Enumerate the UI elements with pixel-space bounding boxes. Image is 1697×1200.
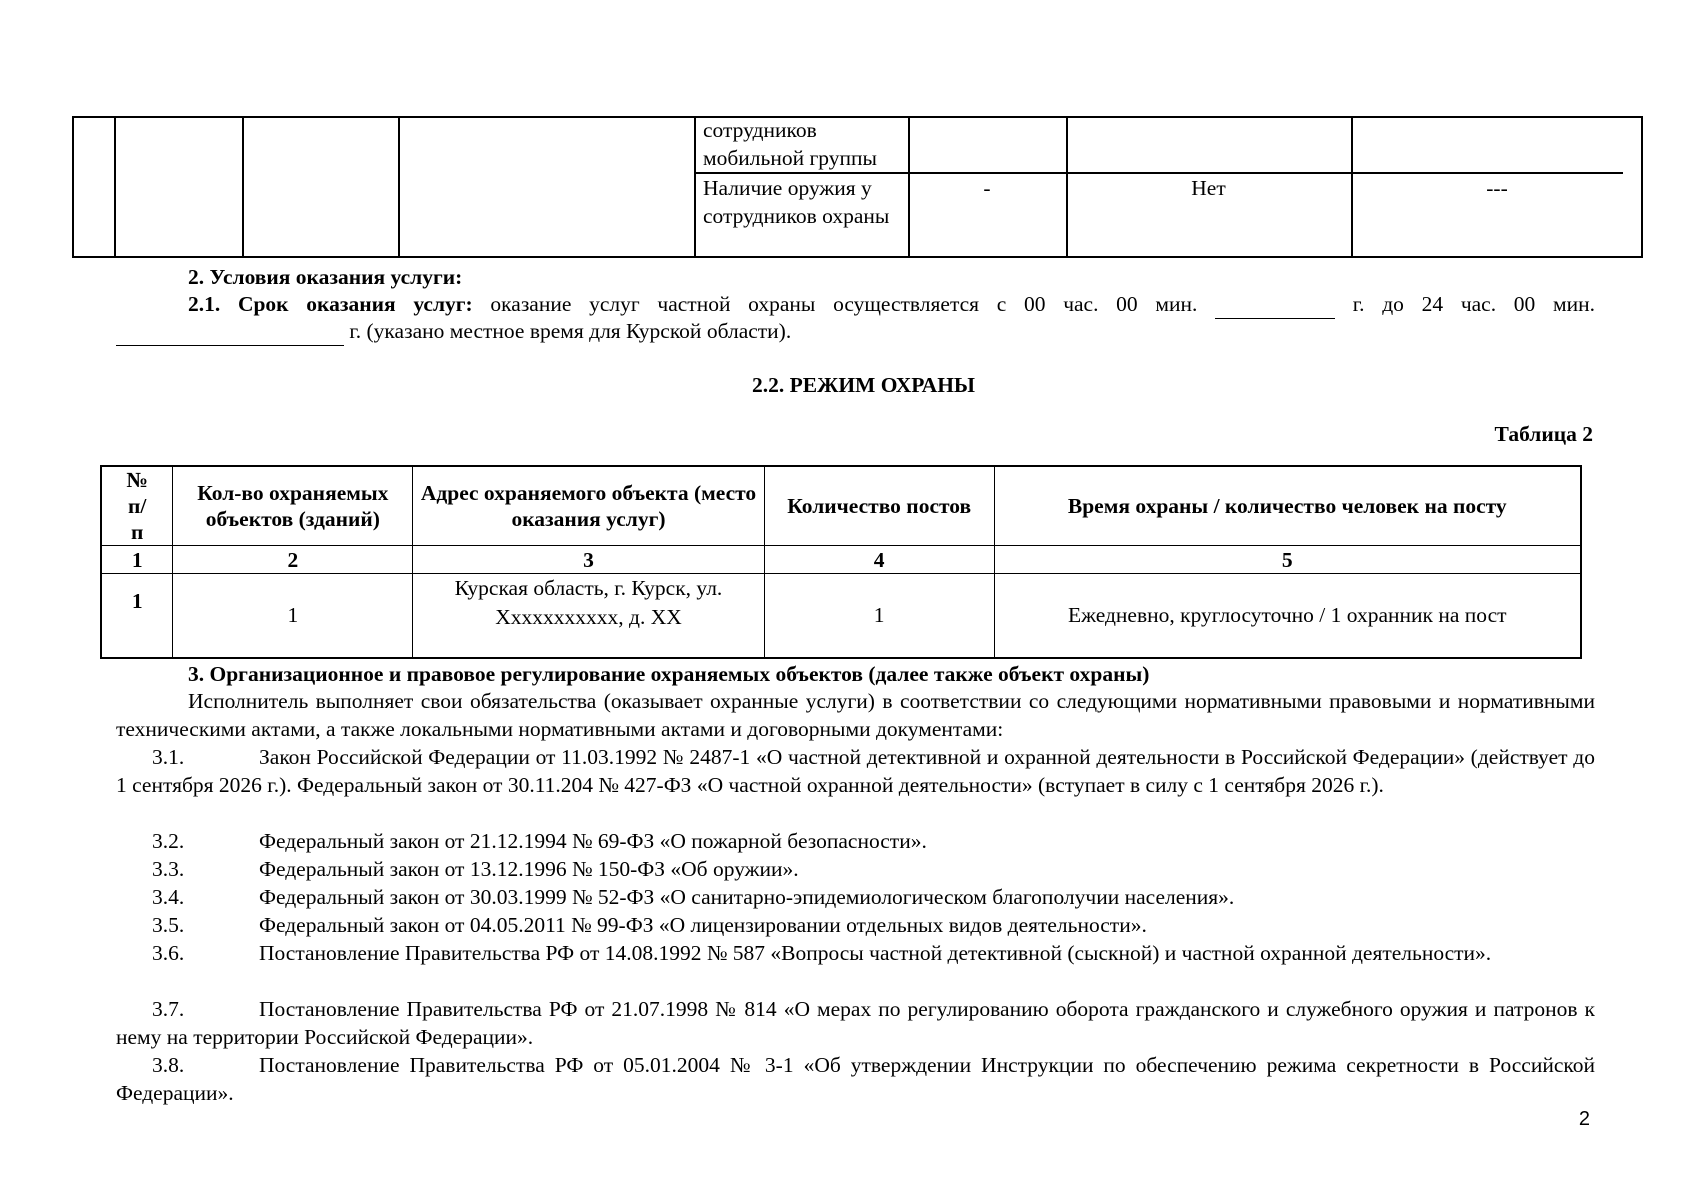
list-item: 3.5. Федеральный закон от 04.05.2011 № 99-ФЗ «О лицензировании отдельных видов деятельности». xyxy=(152,913,1147,937)
s21-text3: г. (указано местное время для Курской области). xyxy=(349,319,792,343)
section3-intro: Исполнитель выполняет свои обязательства (оказывает охранные услуги) в соответствии со следующими нормативными правовыми и нормативными техническими актами, а также локальными нормативными актами и договорными документами: xyxy=(116,689,1595,741)
column-number: 1 xyxy=(101,546,173,574)
list-item: 3.8. Постановление Правительства РФ от 05.01.2004 № 3-1 «Об утверждении Инструкции по обеспечению режима секретности в Российской Федерации». xyxy=(116,1053,1595,1105)
s21-text1: оказание услуг частной охраны осуществляется с 00 час. 00 мин. xyxy=(490,292,1198,316)
section2-1-paragraph xyxy=(188,290,1595,319)
list-item: 3.4. Федеральный закон от 30.03.1999 № 52-ФЗ «О санитарно-эпидемиологическом благополучии населения». xyxy=(152,885,1235,909)
list-item: 3.6. Постановление Правительства РФ от 14.08.1992 № 587 «Вопросы частной детективной (сыскной) и частной охранной деятельности». xyxy=(152,941,1492,965)
guard-time: Ежедневно, круглосуточно / 1 охранник на пост xyxy=(994,574,1581,658)
table-row xyxy=(101,574,1581,658)
section2-heading: 2. Условия оказания услуги: xyxy=(188,265,463,289)
list-item: 3.3. Федеральный закон от 13.12.1996 № 150-ФЗ «Об оружии». xyxy=(152,857,799,881)
column-number: 2 xyxy=(173,546,413,574)
objects-count: 1 xyxy=(173,574,413,658)
row2-col6-text: Нет xyxy=(1191,176,1226,200)
continuation-table-overlay xyxy=(72,116,1643,258)
header-cell: Количество постов xyxy=(764,466,994,546)
date-blank-2 xyxy=(116,317,344,346)
guard-regime-table xyxy=(100,465,1582,659)
table2-label: Таблица 2 xyxy=(1494,422,1593,446)
object-address: Курская область, г. Курск, ул. Ххххххххххх, д. ХХ xyxy=(413,574,765,658)
column-number: 5 xyxy=(994,546,1581,574)
row2-col4-text: Наличие оружия у сотрудников охраны xyxy=(703,176,890,228)
header-cell: Кол-во охраняемых объектов (зданий) xyxy=(173,466,413,546)
header-cell: № п/п xyxy=(101,466,173,546)
s21-label: 2.1. Срок оказания услуг: xyxy=(188,292,473,316)
page-number: 2 xyxy=(1578,1108,1590,1130)
row2-col7-text: --- xyxy=(1486,176,1508,200)
section3-heading: 3. Организационное и правовое регулирование охраняемых объектов (далее также объект охраны) xyxy=(188,662,1150,686)
list-item: 3.2. Федеральный закон от 21.12.1994 № 69-ФЗ «О пожарной безопасности». xyxy=(152,829,927,853)
section2-1-paragraph-line2 xyxy=(116,317,791,346)
section22-title: 2.2. РЕЖИМ ОХРАНЫ xyxy=(751,373,976,397)
list-item: 3.1. Закон Российской Федерации от 11.03.1992 № 2487-1 «О частной детективной и охранной деятельности в Российской Федерации» (действует до 1 сентября 2026 г.). Федеральный закон от 30.11.204 № 427-ФЗ «О частной охранной деятельности» (вступает в силу с 1 сентября 2026 г.). xyxy=(116,745,1595,797)
column-number: 4 xyxy=(764,546,994,574)
row1-col4-text: сотрудников мобильной группы xyxy=(703,118,877,170)
column-number: 3 xyxy=(413,546,765,574)
posts-count: 1 xyxy=(764,574,994,658)
row-number: 1 xyxy=(101,574,173,658)
s21-text2: г. до 24 час. 00 мин. xyxy=(1352,292,1595,316)
list-item: 3.7. Постановление Правительства РФ от 21.07.1998 № 814 «О мерах по регулированию оборота гражданского и служебного оружия и патронов к нему на территории Российской Федерации». xyxy=(116,997,1595,1049)
row2-col5-text: - xyxy=(983,176,991,200)
header-cell: Время охраны / количество человек на посту xyxy=(994,466,1581,546)
header-cell: Адрес охраняемого объекта (место оказания услуг) xyxy=(413,466,765,546)
date-blank-1 xyxy=(1215,290,1335,319)
